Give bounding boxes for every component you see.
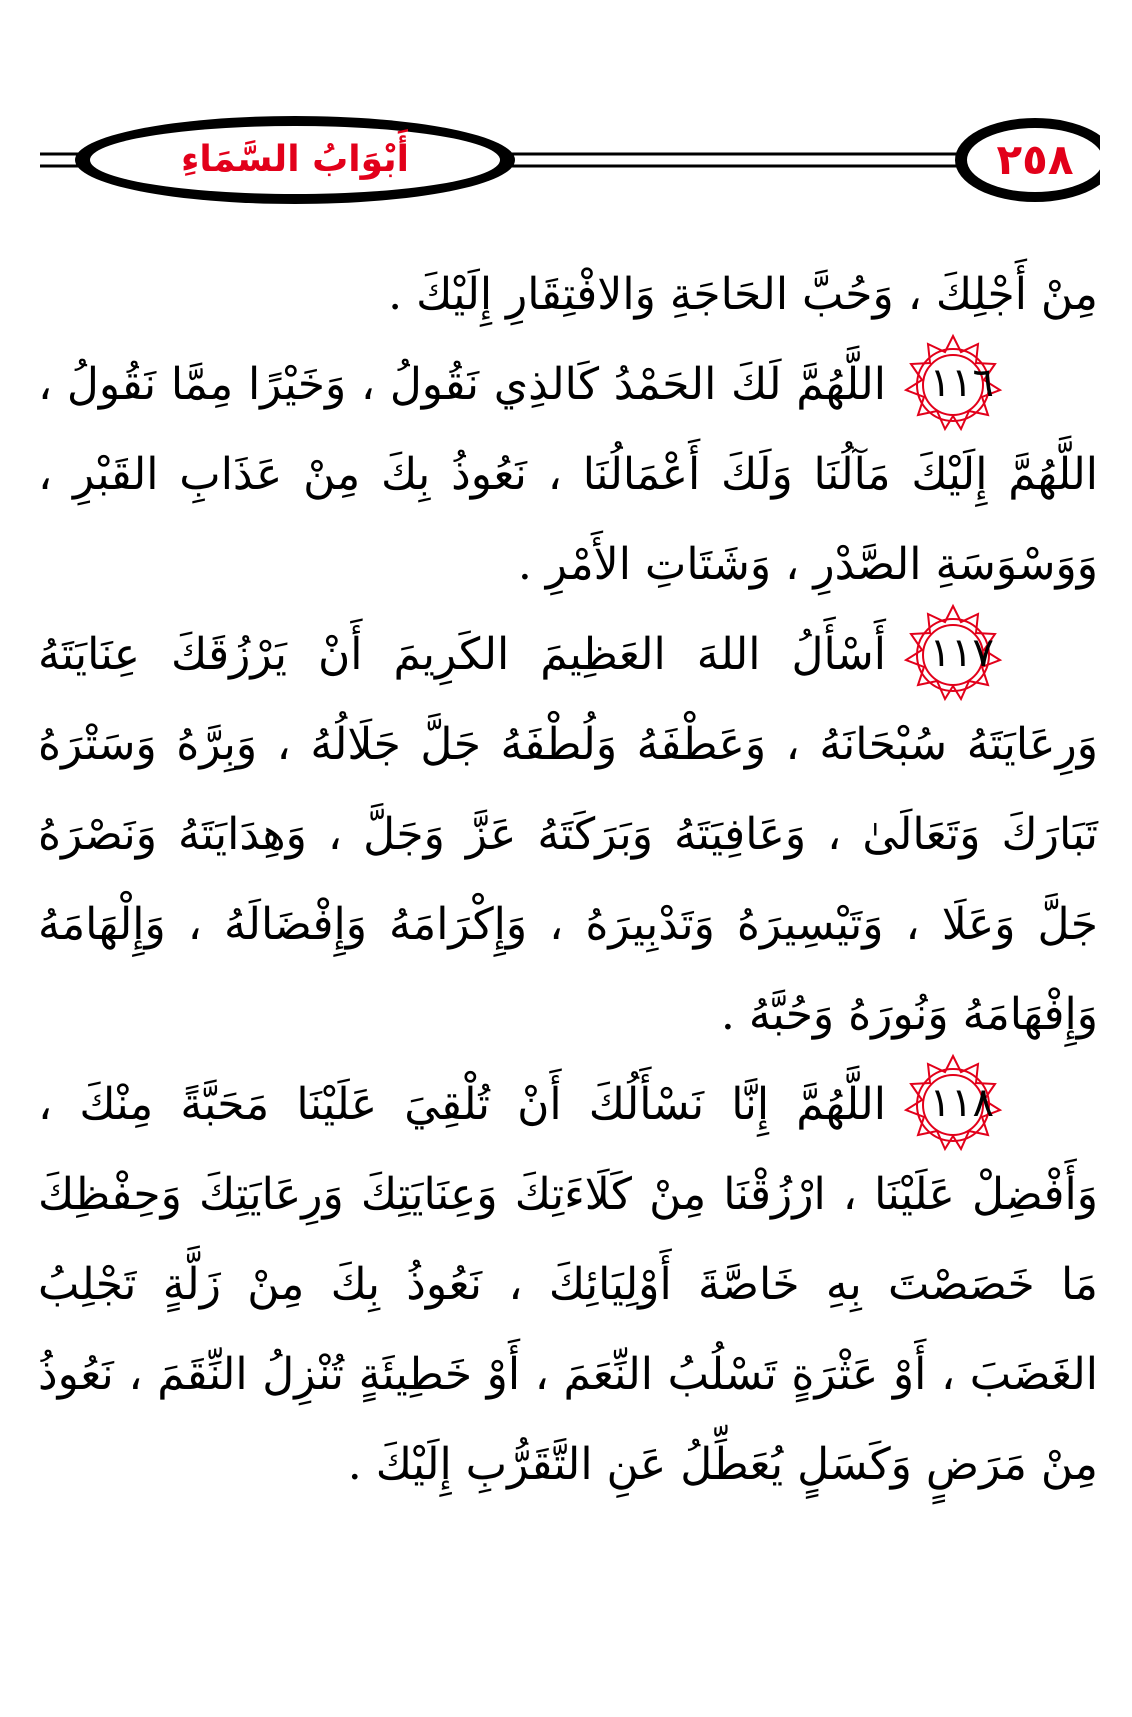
paragraph-continuation: مِنْ أَجْلِكَ ، وَحُبَّ الحَاجَةِ وَالافْتِقَارِ إِلَيْكَ . xyxy=(388,269,1098,320)
hadith-number: ١١٨ xyxy=(929,1079,994,1126)
hadith-number: ١١٦ xyxy=(929,359,994,406)
page-number: ٢٥٨ xyxy=(996,135,1074,184)
page-header xyxy=(40,110,1100,210)
paragraph-text: أَسْأَلُ اللهَ العَظِيمَ الكَرِيمَ أَنْ يَرْزُقَكَ عِنَايَتَهُ وَرِعَايَتَهُ سُبْحَانَهُ ، وَعَطْفَهُ وَلُطْفَهُ جَلَّ جَلَالُهُ ، وَبِرَّهُ وَسَتْرَهُ تَبَارَكَ وَتَعَالَىٰ ، وَعَافِيَتَهُ وَبَرَكَتَهُ عَزَّ وَجَلَّ ، وَهِدَايَتَهُ وَنَصْرَهُ جَلَّ وَعَلَا ، وَتَيْسِيرَهُ وَتَدْبِيرَهُ ، وَإِكْرَامَهُ وَإِفْضَالَهُ ، وَإِلْهَامَهُ وَإِفْهَامَهُ وَنُورَهُ وَحُبَّهُ . xyxy=(38,629,1098,1040)
paragraph-text: اللَّهُمَّ إِنَّا نَسْأَلُكَ أَنْ تُلْقِيَ عَلَيْنَا مَحَبَّةً مِنْكَ ، وَأَفْضِلْ عَلَيْنَا ، ارْزُقْنَا مِنْ كَلَاءَتِكَ وَعِنَايَتِكَ وَرِعَايَتِكَ وَحِفْظِكَ مَا خَصَصْتَ بِهِ خَاصَّةَ أَوْلِيَائِكَ ، نَعُوذُ بِكَ مِنْ زَلَّةٍ تَجْلِبُ الغَضَبَ ، أَوْ عَثْرَةٍ تَسْلُبُ النِّعَمَ ، أَوْ خَطِيئَةٍ تُنْزِلُ النِّقَمَ ، نَعُوذُ مِنْ مَرَضٍ وَكَسَلٍ يُعَطِّلُ عَنِ التَّقَرُّبِ إِلَيْكَ . xyxy=(38,1079,1098,1490)
main-text xyxy=(38,250,1098,1510)
paragraph-118 xyxy=(38,1060,1098,1510)
paragraph-116 xyxy=(38,340,1098,610)
paragraph-text: اللَّهُمَّ لَكَ الحَمْدُ كَالذِي نَقُولُ ، وَخَيْرًا مِمَّا نَقُولُ ، اللَّهُمَّ إِلَيْكَ مَآلُنَا وَلَكَ أَعْمَالُنَا ، نَعُوذُ بِكَ مِنْ عَذَابِ القَبْرِ ، وَوَسْوَسَةِ الصَّدْرِ ، وَشَتَاتِ الأَمْرِ . xyxy=(38,359,1099,590)
paragraph-117 xyxy=(38,610,1098,1060)
chapter-title: أَبْوَابُ السَّمَاءِ xyxy=(180,139,410,180)
ornament-number-marker xyxy=(898,348,1008,428)
hadith-number: ١١٧ xyxy=(929,629,994,676)
ornament-number-marker xyxy=(898,618,1008,698)
ornament-number-marker xyxy=(898,1068,1008,1148)
